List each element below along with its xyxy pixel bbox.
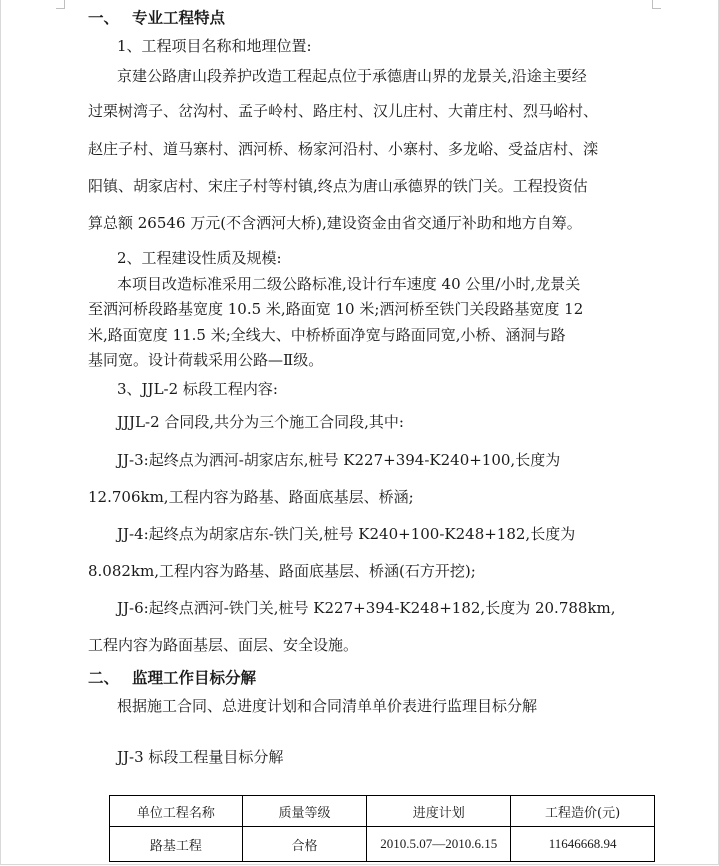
section-number: 二、	[88, 668, 120, 687]
table-cell: 合格	[242, 827, 367, 862]
section-number: 一、	[88, 8, 120, 27]
paragraph-line: 基同宽。设计荷载采用公路—Ⅱ级。	[88, 351, 324, 369]
paragraph-line: 米,路面宽度 11.5 米;全线大、中桥桥面净宽与路面同宽,小桥、涵洞与路	[88, 326, 566, 344]
paragraph-line: 12.706km,工程内容为路基、路面底基层、桥涵;	[88, 488, 414, 506]
paragraph-line: JJ-3:起终点为洒河-胡家店东,桩号 K227+394-K240+100,长度为	[117, 451, 561, 469]
paragraph-line: JJJL-2 合同段,共分为三个施工合同段,其中:	[117, 413, 404, 431]
paragraph-line: 本项目改造标准采用二级公路标准,设计行车速度 40 公里/小时,龙景关	[117, 275, 581, 293]
column-header: 单位工程名称	[110, 796, 243, 827]
paragraph-line: JJ-6:起终点洒河-铁门关,桩号 K227+394-K248+182,长度为 20.788km,	[117, 599, 616, 617]
paragraph-line: 京建公路唐山段养护改造工程起点位于承德唐山界的龙景关,沿途主要经	[117, 67, 587, 85]
table-header-row	[110, 796, 655, 827]
section-2-heading	[88, 668, 256, 688]
paragraph-line: JJ-4:起终点为胡家店东-铁门关,桩号 K240+100-K248+182,长度为	[117, 525, 576, 543]
paragraph-line: 工程内容为路面基层、面层、安全设施。	[88, 636, 359, 654]
column-header: 进度计划	[367, 796, 511, 827]
section-2-intro: 根据施工合同、总进度计划和合同清单单价表进行监理目标分解	[117, 697, 538, 715]
item-1-heading: 1、工程项目名称和地理位置:	[117, 37, 312, 55]
section-title: 监理工作目标分解	[132, 668, 257, 687]
table-cell: 2010.5.07—2010.6.15	[367, 827, 511, 862]
section-1-heading	[88, 8, 225, 28]
paragraph-line: 8.082km,工程内容为路基、路面底基层、桥涵(石方开挖);	[88, 562, 476, 580]
paragraph-line: 算总额 26546 万元(不含洒河大桥),建设资金由省交通厅补助和地方自筹。	[88, 214, 582, 232]
item-3-heading: 3、JJL-2 标段工程内容:	[117, 380, 278, 398]
paragraph-line: 赵庄子村、道马寨村、洒河桥、杨家河沿村、小寨村、多龙峪、受益店村、滦	[88, 140, 599, 158]
target-breakdown-table	[109, 795, 655, 862]
paragraph-line: 过栗树湾子、岔沟村、孟子岭村、路庄村、汉儿庄村、大莆庄村、烈马峪村、	[88, 102, 599, 120]
table-cell: 路基工程	[110, 827, 243, 862]
margin-corner-mark	[652, 0, 661, 9]
column-header: 工程造价(元)	[511, 796, 655, 827]
item-2-heading: 2、工程建设性质及规模:	[117, 249, 282, 267]
margin-corner-mark	[56, 0, 65, 9]
section-title: 专业工程特点	[132, 8, 226, 27]
paragraph-line: 至洒河桥段路基宽度 10.5 米,路面宽 10 米;洒河桥至铁门关段路基宽度 12	[88, 300, 584, 318]
table-row	[110, 827, 655, 862]
table-cell: 11646668.94	[511, 827, 655, 862]
table-caption: JJ-3 标段工程量目标分解	[117, 748, 284, 766]
column-header: 质量等级	[242, 796, 367, 827]
paragraph-line: 阳镇、胡家店村、宋庄子村等村镇,终点为唐山承德界的铁门关。工程投资估	[88, 177, 588, 195]
